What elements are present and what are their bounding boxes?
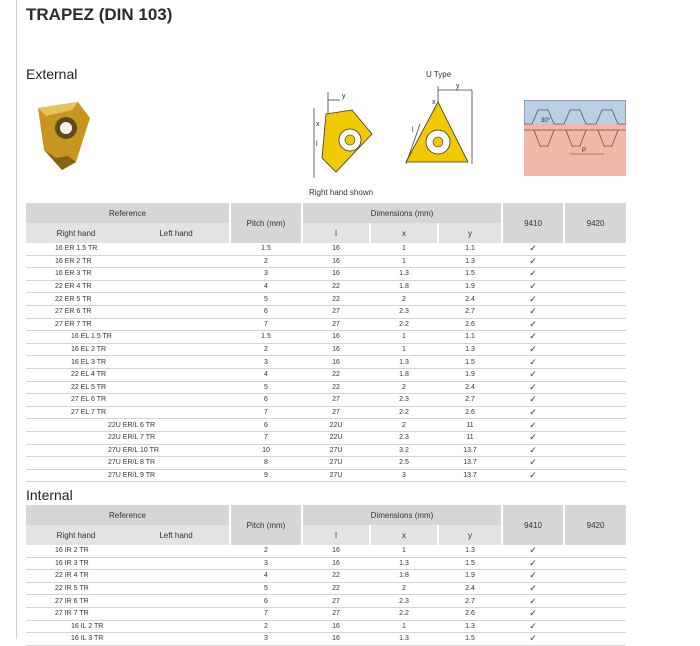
reference-cell: 16 IL 2 TR [26, 620, 230, 633]
external-hand-subheaders [26, 223, 230, 243]
grade-9410-check: ✓ [502, 582, 564, 595]
grade-9410-check: ✓ [502, 394, 564, 407]
grade-9420-cell [564, 280, 626, 293]
l-cell: 27U [302, 444, 370, 457]
pitch-cell: 2 [230, 545, 302, 557]
reference-cell: 27 EL 7 TR [26, 406, 230, 419]
svg-text:P: P [582, 148, 587, 154]
table-row [26, 620, 626, 633]
x-cell: 1.3 [370, 557, 438, 570]
svg-text:x: x [432, 99, 436, 106]
grade-9410-check: ✓ [502, 331, 564, 344]
l-cell: 16 [302, 343, 370, 356]
grade-9410-check: ✓ [502, 469, 564, 482]
y-cell: 2.7 [438, 305, 502, 318]
y-cell: 2.6 [438, 406, 502, 419]
l-cell: 16 [302, 243, 370, 255]
grade-9420-cell [564, 318, 626, 331]
pitch-cell: 2 [230, 620, 302, 633]
l-cell: 16 [302, 356, 370, 369]
pitch-cell: 2 [230, 255, 302, 268]
grade-9410-check: ✓ [502, 570, 564, 583]
y-header: y [438, 223, 502, 243]
reference-cell: 16 ER 1.5 TR [26, 243, 230, 255]
y-cell: 1.9 [438, 368, 502, 381]
external-grade-9420-header: 9420 [564, 203, 626, 243]
page-title: TRAPEZ (DIN 103) [26, 5, 173, 24]
grade-9410-check: ✓ [502, 444, 564, 457]
y-cell: 2.4 [438, 381, 502, 394]
l-cell: 22 [302, 381, 370, 394]
reference-cell: 22U ER/L 7 TR [26, 431, 230, 444]
table-row [26, 607, 626, 620]
grade-9420-cell [564, 381, 626, 394]
grade-9410-check: ✓ [502, 243, 564, 255]
table-row [26, 394, 626, 407]
grade-9420-cell [564, 255, 626, 268]
l-cell: 16 [302, 620, 370, 633]
x-cell: 2 [370, 293, 438, 306]
x-cell: 2.3 [370, 595, 438, 608]
grade-9410-check: ✓ [502, 419, 564, 432]
reference-cell: 27 IR 6 TR [26, 595, 230, 608]
table-row [26, 368, 626, 381]
grade-9410-check: ✓ [502, 431, 564, 444]
y-cell: 1.3 [438, 620, 502, 633]
x-cell: 2.2 [370, 406, 438, 419]
l-cell: 22 [302, 582, 370, 595]
pitch-cell: 6 [230, 419, 302, 432]
reference-cell: 27U ER/L 9 TR [26, 469, 230, 482]
reference-cell: 22 EL 4 TR [26, 368, 230, 381]
pitch-cell: 3 [230, 557, 302, 570]
y-cell: 2.7 [438, 595, 502, 608]
table-row [26, 280, 626, 293]
reference-cell: 16 IL 3 TR [26, 633, 230, 646]
external-heading: External [26, 66, 78, 82]
x-cell: 2.3 [370, 431, 438, 444]
l-cell: 27 [302, 607, 370, 620]
grade-9410-check: ✓ [502, 343, 564, 356]
x-cell: 2 [370, 381, 438, 394]
grade-9410-check: ✓ [502, 620, 564, 633]
reference-cell: 22 IR 4 TR [26, 570, 230, 583]
table-row [26, 343, 626, 356]
right-hand-insert-diagram [306, 88, 376, 180]
svg-text:30°: 30° [541, 118, 551, 124]
reference-cell: 16 ER 2 TR [26, 255, 230, 268]
x-cell: 1.8 [370, 280, 438, 293]
right-hand-shown-caption: Right hand shown [309, 188, 374, 197]
pitch-cell: 3 [230, 356, 302, 369]
internal-reference-header: Reference [26, 505, 230, 525]
l-header: l [302, 525, 370, 545]
grade-9410-check: ✓ [502, 545, 564, 557]
internal-dimensions-header: Dimensions (mm) [302, 505, 502, 525]
x-cell: 1.8 [370, 570, 438, 583]
l-cell: 27 [302, 595, 370, 608]
y-cell: 11 [438, 419, 502, 432]
grade-9420-cell [564, 406, 626, 419]
y-cell: 1.9 [438, 570, 502, 583]
pitch-cell: 5 [230, 293, 302, 306]
x-cell: 2 [370, 582, 438, 595]
x-header: x [370, 223, 438, 243]
grade-9420-cell [564, 293, 626, 306]
l-cell: 16 [302, 633, 370, 646]
pitch-cell: 4 [230, 570, 302, 583]
svg-text:y: y [456, 84, 460, 90]
y-cell: 13.7 [438, 469, 502, 482]
reference-cell: 16 IR 3 TR [26, 557, 230, 570]
pitch-cell: 9 [230, 469, 302, 482]
left-hand-header: Left hand [159, 228, 193, 238]
grade-9420-cell [564, 431, 626, 444]
svg-text:l: l [316, 141, 318, 148]
l-cell: 27 [302, 394, 370, 407]
x-cell: 2.2 [370, 318, 438, 331]
table-row [26, 268, 626, 281]
reference-cell: 27 EL 6 TR [26, 394, 230, 407]
table-row [26, 305, 626, 318]
x-cell: 2.3 [370, 394, 438, 407]
l-cell: 27U [302, 457, 370, 470]
external-pitch-header: Pitch (mm) [230, 203, 302, 243]
external-table [26, 203, 626, 482]
x-cell: 2 [370, 419, 438, 432]
grade-9410-check: ✓ [502, 595, 564, 608]
table-row [26, 293, 626, 306]
pitch-cell: 10 [230, 444, 302, 457]
u-type-insert-diagram [398, 84, 478, 170]
pitch-cell: 7 [230, 406, 302, 419]
pitch-cell: 5 [230, 381, 302, 394]
y-cell: 2.6 [438, 607, 502, 620]
pitch-cell: 5 [230, 582, 302, 595]
y-cell: 11 [438, 431, 502, 444]
grade-9410-check: ✓ [502, 356, 564, 369]
l-cell: 22 [302, 368, 370, 381]
external-grade-9410-header: 9410 [502, 203, 564, 243]
x-cell: 1 [370, 343, 438, 356]
y-cell: 2.7 [438, 394, 502, 407]
pitch-cell: 3 [230, 268, 302, 281]
table-row [26, 545, 626, 557]
grade-9420-cell [564, 268, 626, 281]
y-cell: 1.5 [438, 633, 502, 646]
right-hand-header: Right hand [56, 228, 96, 238]
l-cell: 16 [302, 255, 370, 268]
x-cell: 1 [370, 545, 438, 557]
internal-table [26, 505, 626, 646]
grade-9420-cell [564, 243, 626, 255]
svg-text:x: x [316, 121, 320, 128]
reference-cell: 16 EL 2 TR [26, 343, 230, 356]
l-cell: 16 [302, 545, 370, 557]
grade-9420-cell [564, 356, 626, 369]
grade-9420-cell [564, 331, 626, 344]
pitch-cell: 7 [230, 607, 302, 620]
grade-9410-check: ✓ [502, 557, 564, 570]
x-cell: 1 [370, 243, 438, 255]
table-row [26, 582, 626, 595]
table-row [26, 570, 626, 583]
l-cell: 22 [302, 293, 370, 306]
pitch-cell: 2 [230, 343, 302, 356]
table-row [26, 419, 626, 432]
external-dimensions-header: Dimensions (mm) [302, 203, 502, 223]
y-cell: 1.1 [438, 243, 502, 255]
grade-9410-check: ✓ [502, 406, 564, 419]
reference-cell: 22 ER 4 TR [26, 280, 230, 293]
internal-heading: Internal [26, 487, 73, 503]
pitch-cell: 4 [230, 280, 302, 293]
table-row [26, 356, 626, 369]
x-cell: 2.2 [370, 607, 438, 620]
table-row [26, 381, 626, 394]
reference-cell: 16 ER 3 TR [26, 268, 230, 281]
grade-9420-cell [564, 444, 626, 457]
y-cell: 1.3 [438, 343, 502, 356]
grade-9420-cell [564, 582, 626, 595]
x-cell: 1 [370, 620, 438, 633]
y-cell: 2.6 [438, 318, 502, 331]
pitch-cell: 1.5 [230, 243, 302, 255]
table-row [26, 318, 626, 331]
y-cell: 1.9 [438, 280, 502, 293]
grade-9420-cell [564, 620, 626, 633]
pitch-cell: 6 [230, 305, 302, 318]
thread-profile-diagram [524, 100, 626, 176]
reference-cell: 16 IR 2 TR [26, 545, 230, 557]
grade-9420-cell [564, 469, 626, 482]
grade-9420-cell [564, 570, 626, 583]
x-cell: 1.8 [370, 368, 438, 381]
pitch-cell: 6 [230, 595, 302, 608]
pitch-cell: 6 [230, 394, 302, 407]
y-cell: 1.3 [438, 545, 502, 557]
table-row [26, 457, 626, 470]
x-cell: 1.3 [370, 356, 438, 369]
grade-9410-check: ✓ [502, 457, 564, 470]
x-cell: 2.3 [370, 305, 438, 318]
table-row [26, 331, 626, 344]
grade-9410-check: ✓ [502, 305, 564, 318]
y-cell: 13.7 [438, 457, 502, 470]
l-cell: 22U [302, 419, 370, 432]
grade-9420-cell [564, 607, 626, 620]
grade-9410-check: ✓ [502, 607, 564, 620]
reference-cell: 22U ER/L 6 TR [26, 419, 230, 432]
table-row [26, 431, 626, 444]
reference-cell: 27U ER/L 10 TR [26, 444, 230, 457]
x-cell: 1 [370, 255, 438, 268]
svg-text:l: l [412, 127, 414, 134]
y-header: y [438, 525, 502, 545]
grade-9410-check: ✓ [502, 633, 564, 646]
l-header: l [302, 223, 370, 243]
y-cell: 13.7 [438, 444, 502, 457]
internal-hand-subheaders [26, 525, 230, 545]
y-cell: 2.4 [438, 582, 502, 595]
x-cell: 1.3 [370, 633, 438, 646]
pitch-cell: 8 [230, 457, 302, 470]
reference-cell: 27 ER 7 TR [26, 318, 230, 331]
y-cell: 1.3 [438, 255, 502, 268]
reference-cell: 16 EL 1.5 TR [26, 331, 230, 344]
table-row [26, 406, 626, 419]
grade-9410-check: ✓ [502, 368, 564, 381]
u-type-label: U Type [426, 70, 452, 79]
l-cell: 27U [302, 469, 370, 482]
y-cell: 1.5 [438, 557, 502, 570]
table-row [26, 243, 626, 255]
l-cell: 22 [302, 570, 370, 583]
grade-9420-cell [564, 305, 626, 318]
svg-text:y: y [342, 93, 346, 100]
grade-9420-cell [564, 419, 626, 432]
internal-grade-9420-header: 9420 [564, 505, 626, 545]
grade-9420-cell [564, 545, 626, 557]
grade-9410-check: ✓ [502, 255, 564, 268]
y-cell: 1.5 [438, 356, 502, 369]
external-reference-header: Reference [26, 203, 230, 223]
x-cell: 3.2 [370, 444, 438, 457]
grade-9420-cell [564, 595, 626, 608]
internal-pitch-header: Pitch (mm) [230, 505, 302, 545]
l-cell: 16 [302, 331, 370, 344]
table-row [26, 469, 626, 482]
table-row [26, 595, 626, 608]
grade-9420-cell [564, 457, 626, 470]
reference-cell: 22 EL 5 TR [26, 381, 230, 394]
grade-9410-check: ✓ [502, 280, 564, 293]
insert-photo [32, 100, 94, 174]
reference-cell: 27 IR 7 TR [26, 607, 230, 620]
reference-cell: 27 ER 6 TR [26, 305, 230, 318]
left-hand-header: Left hand [159, 530, 193, 540]
l-cell: 27 [302, 318, 370, 331]
reference-cell: 27U ER/L 8 TR [26, 457, 230, 470]
x-cell: 3 [370, 469, 438, 482]
l-cell: 22 [302, 280, 370, 293]
pitch-cell: 4 [230, 368, 302, 381]
grade-9420-cell [564, 343, 626, 356]
pitch-cell: 1.5 [230, 331, 302, 344]
y-cell: 2.4 [438, 293, 502, 306]
grade-9410-check: ✓ [502, 268, 564, 281]
reference-cell: 16 EL 3 TR [26, 356, 230, 369]
grade-9420-cell [564, 557, 626, 570]
table-row [26, 255, 626, 268]
grade-9410-check: ✓ [502, 293, 564, 306]
y-cell: 1.5 [438, 268, 502, 281]
pitch-cell: 7 [230, 431, 302, 444]
l-cell: 16 [302, 557, 370, 570]
table-row [26, 557, 626, 570]
grade-9410-check: ✓ [502, 381, 564, 394]
x-cell: 2.5 [370, 457, 438, 470]
grade-9410-check: ✓ [502, 318, 564, 331]
table-row [26, 444, 626, 457]
l-cell: 16 [302, 268, 370, 281]
l-cell: 22U [302, 431, 370, 444]
reference-cell: 22 IR 5 TR [26, 582, 230, 595]
pitch-cell: 7 [230, 318, 302, 331]
grade-9420-cell [564, 368, 626, 381]
x-cell: 1 [370, 331, 438, 344]
y-cell: 1.1 [438, 331, 502, 344]
internal-grade-9410-header: 9410 [502, 505, 564, 545]
right-hand-header: Right hand [56, 530, 96, 540]
reference-cell: 22 ER 5 TR [26, 293, 230, 306]
page-margin-line [16, 0, 17, 639]
pitch-cell: 3 [230, 633, 302, 646]
x-header: x [370, 525, 438, 545]
l-cell: 27 [302, 406, 370, 419]
x-cell: 1.3 [370, 268, 438, 281]
grade-9420-cell [564, 394, 626, 407]
l-cell: 27 [302, 305, 370, 318]
